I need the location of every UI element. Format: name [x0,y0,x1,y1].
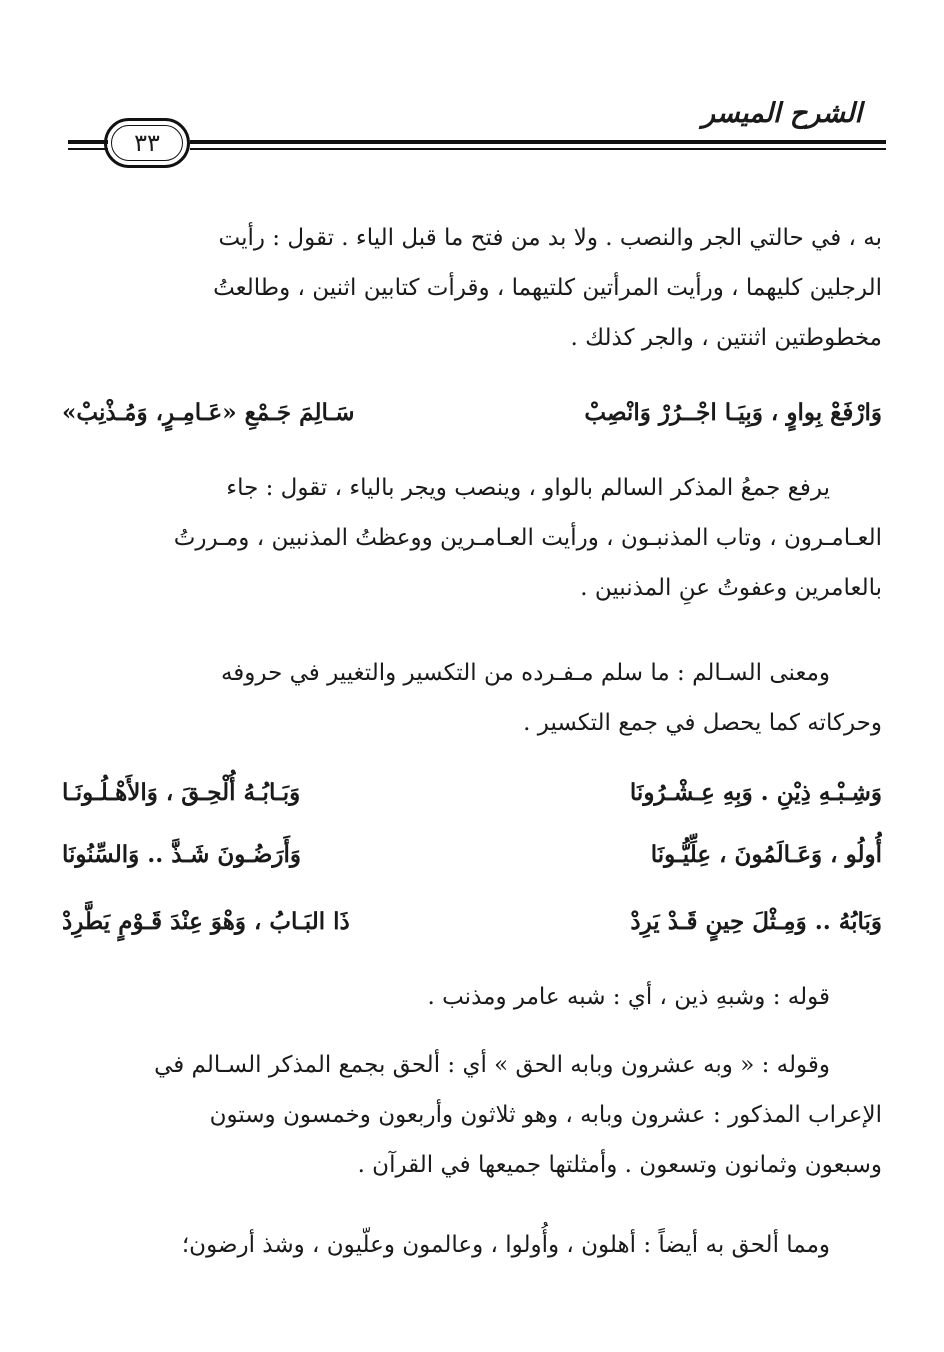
verse-line [62,830,882,880]
header-rule [68,148,108,150]
verse-second-hemistich: وَأَرَضُـونَ شَـذَّ .. وَالسِّنُونَا [62,841,302,868]
verse-second-hemistich: سَـالِمَ جَـمْعِ «عَـامِـرٍ، وَمُـذْنِبْ» [62,399,355,426]
page-number-badge [104,118,190,168]
text-line: وسبعون وثمانون وتسعون . وأمثلتها جميعها في القرآن . [357,1152,882,1178]
text-line: به ، في حالتي الجر والنصب . ولا بد من فتح ما قبل الياء . تقول : رأيت [218,225,882,251]
text-line: مخطوطتين اثنتين ، والجر كذلك . [570,325,882,351]
verse-first-hemistich: وَارْفَعْ بِواوٍ ، وَبِيَـا اجْــرُرْ وَانْصِبْ [584,399,882,426]
text-line: وقوله : « وبه عشرون وبابه الحق » أي : ألحق بجمع المذكر السـالم في [154,1052,830,1078]
text-line: الإعراب المذكور : عشرون وبابه ، وهو ثلاثون وأربعون وخمسون وستون [209,1102,882,1128]
paragraph [68,1040,882,1190]
paragraph [68,213,882,363]
text-line: ومما ألحق به أيضاً : أهلون ، وأُولوا ، وعالمون وعلّيون ، وشذ أرضون؛ [181,1232,830,1258]
paragraph [68,1220,882,1270]
verse-second-hemistich: ذَا البَـابُ ، وَهْوَ عِنْدَ قَـوْمٍ يَطَّرِدْ [62,908,350,935]
verse-second-hemistich: وَبَـابُـهُ أُلْحِـقَ ، وَالأَهْـلُـونَـا [62,779,301,806]
paragraph [68,648,882,748]
verse-line [62,768,882,818]
text-line: الرجلين كليهما ، ورأيت المرأتين كلتيهما ، وقرأت كتابين اثنين ، وطالعتُ [213,275,882,301]
header-rule [190,148,886,150]
verse-first-hemistich: أُولُو ، وَعَـالَمُونَ ، عِلِّيُّـونَا [650,841,882,868]
header-rule [190,140,886,144]
running-title: الشرح الميسر [701,98,862,129]
page-number: ٣٣ [134,129,160,157]
text-line: وحركاته كما يحصل في جمع التكسير . [523,710,882,736]
verse-line [62,388,882,438]
header-rule [68,140,108,144]
paragraph [68,463,882,613]
verse-line [62,897,882,947]
text-line: بالعامرين وعفوتُ عنِ المذنبين . [580,575,882,601]
text-line: ومعنى السـالم : ما سلم مـفـرده من التكسير والتغيير في حروفه [220,660,830,686]
verse-first-hemistich: وَشِـبْـهِ ذِيْنِ . وَبِهِ عِـشْـرُونَا [629,779,882,806]
text-line: قوله : وشبهِ ذين ، أي : شبه عامر ومذنب . [427,984,830,1010]
verse-first-hemistich: وَبَابُهُ .. وَمِـثْلَ حِينٍ قَـدْ يَرِدْ [630,908,882,935]
text-line: يرفع جمعُ المذكر السالم بالواو ، وينصب ويجر بالياء ، تقول : جاء [226,475,830,501]
paragraph [68,972,882,1022]
text-line: العـامـرون ، وتاب المذنبـون ، ورأيت العـامـرين ووعظتُ المذنبين ، ومـررتُ [173,525,882,551]
